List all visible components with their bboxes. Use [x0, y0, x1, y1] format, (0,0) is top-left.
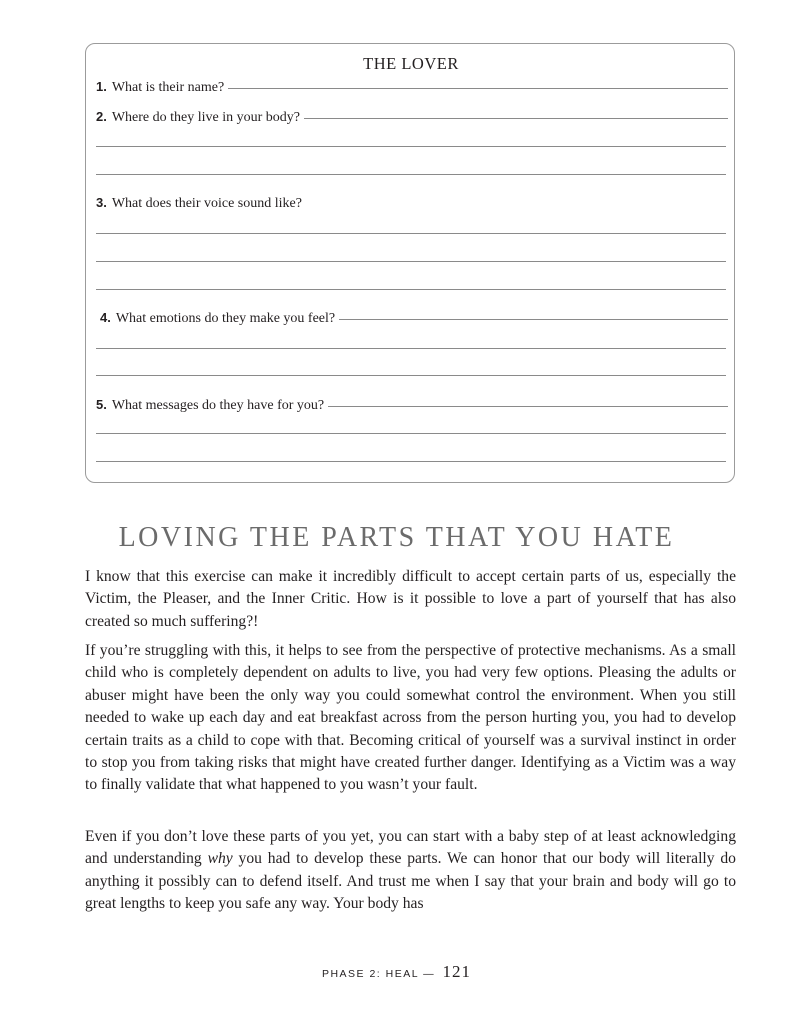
question-number: 4. — [100, 310, 111, 325]
question-text: What is their name? — [111, 80, 225, 95]
emphasis-word: why — [207, 850, 233, 868]
answer-line[interactable] — [228, 88, 728, 89]
answer-line[interactable] — [96, 174, 726, 175]
page-number: 121 — [442, 962, 472, 981]
question-text: What messages do they have for you? — [111, 398, 325, 413]
answer-line[interactable] — [96, 261, 726, 262]
answer-line[interactable] — [328, 406, 728, 407]
body-paragraph-2: If you’re struggling with this, it helps to see from the perspective of protective mechanisms. As a small child who is completely dependent on adults to live, you had very few options. Pleasing the adults or abuser might have been the only way you could somewhat control the environment. When you still needed to wake up each day and eat breakfast across from the person hurting you, you had to develop certain traits as a child to cope with that. Becoming critical of yourself was a survival instinct in order to stop you from taking risks that might have created further danger. Identifying as a Victim was a way to finally validate that what happened to you wasn’t your fault. — [85, 642, 736, 794]
question-1 — [96, 79, 728, 96]
body-paragraph-1: I know that this exercise can make it incredibly difficult to accept certain parts of us, especially the Victim, the Pleaser, and the Inner Critic. How is it possible to love a part of yourself that has also created so much suffering?! — [85, 568, 736, 630]
footer-label: PHASE 2: HEAL — — [321, 968, 436, 980]
worksheet-box — [85, 43, 735, 483]
question-number: 3. — [96, 195, 107, 210]
question-text: What does their voice sound like? — [111, 196, 302, 211]
body-paragraph-3 — [85, 826, 736, 916]
question-5 — [96, 397, 728, 414]
answer-line[interactable] — [96, 433, 726, 434]
paragraph-text: you had to develop these parts. We can honor that our body will literally do anything it possibly can to defend itself. And trust me when I say that your brain and body will go to great lengths to keep you safe any way. Your body has — [85, 850, 736, 913]
question-2 — [96, 109, 728, 126]
answer-line[interactable] — [96, 461, 726, 462]
answer-line[interactable] — [339, 319, 728, 320]
question-3 — [96, 195, 728, 212]
section-heading: LOVING THE PARTS THAT YOU HATE — [118, 522, 675, 553]
question-text: Where do they live in your body? — [111, 110, 301, 125]
worksheet-title: THE LOVER — [363, 54, 459, 73]
answer-line[interactable] — [96, 348, 726, 349]
answer-line[interactable] — [304, 118, 728, 119]
question-number: 1. — [96, 79, 107, 94]
question-text: What emotions do they make you feel? — [115, 311, 336, 326]
answer-line[interactable] — [96, 289, 726, 290]
question-4 — [100, 310, 728, 327]
page-footer — [0, 962, 793, 982]
question-number: 5. — [96, 397, 107, 412]
answer-line[interactable] — [96, 375, 726, 376]
question-number: 2. — [96, 109, 107, 124]
answer-line[interactable] — [96, 146, 726, 147]
paragraph-text: Even if you don’t love these parts of you yet, you can start with a baby step of at least acknowledging and understanding — [85, 828, 736, 868]
answer-line[interactable] — [96, 233, 726, 234]
